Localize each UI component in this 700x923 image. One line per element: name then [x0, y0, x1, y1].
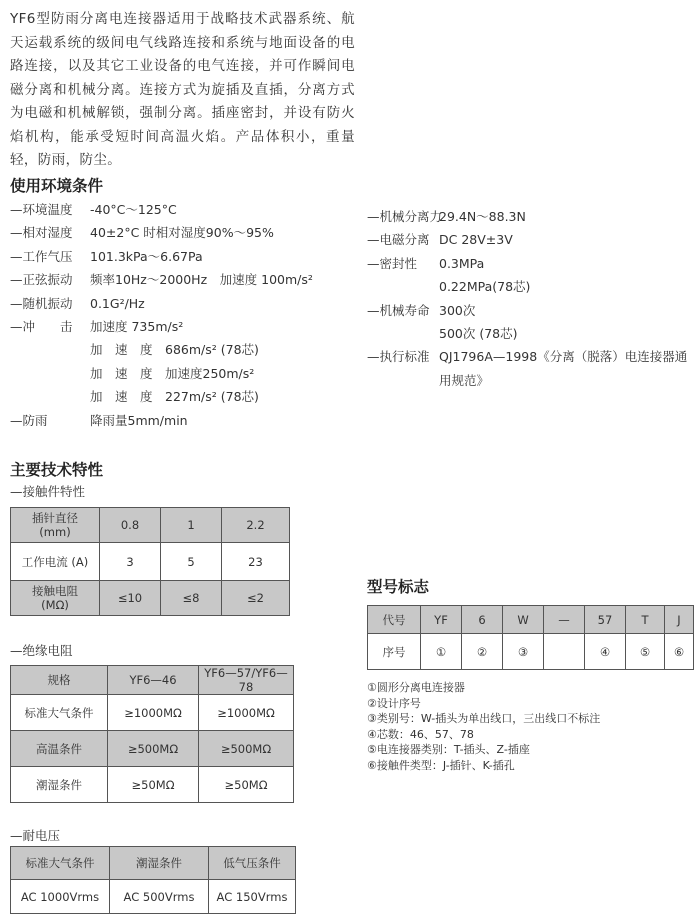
- table-cell: 3: [100, 543, 161, 581]
- table-cell: 高温条件: [11, 731, 108, 767]
- table-cell: 6: [462, 606, 503, 634]
- note-item: ④芯数：46、57、78: [367, 727, 474, 741]
- table-row: [11, 847, 296, 880]
- table-row: [11, 880, 296, 914]
- table-cell: 2.2: [222, 508, 290, 543]
- table-cell: YF: [421, 606, 462, 634]
- table-cell: 23: [222, 543, 290, 581]
- intro-paragraph: YF6型防雨分离电连接器适用于战略技术武器系统、航天运载系统的级间电气线路连接和系统与地面设备的电路连接，以及其它工业设备的电气连接，并可作瞬间电磁分离和机械分离。连接方式为旋插及直插，分离方式为电磁和机械解锁，强制分离。插座密封，并设有防火焰机构，能承受短时间高温火焰。产品体积小，重量轻，防雨，防尘。: [10, 11, 355, 168]
- note-item: ⑤电连接器类别：T-插头、Z-插座: [367, 743, 530, 757]
- table-cell: ④: [585, 634, 626, 670]
- table-cell: W: [503, 606, 544, 634]
- mech-item: —机械寿命 300次: [367, 302, 476, 318]
- contact-title: —接触件特性: [10, 484, 86, 499]
- table-row: [11, 731, 294, 767]
- table-row: [368, 634, 694, 670]
- table-cell: ≤10: [100, 581, 161, 616]
- env-item: —正弦振动 频率10Hz～2000Hz 加速度 100m/s²: [10, 272, 313, 288]
- table-cell: 潮湿条件: [110, 847, 209, 880]
- env-item: —随机振动 0.1G²/Hz: [10, 295, 145, 311]
- env-item: —工作气压 101.3kPa～6.67Pa: [10, 248, 203, 264]
- table-cell: ≥500MΩ: [199, 731, 294, 767]
- table-cell: ①: [421, 634, 462, 670]
- table-cell: 标准大气条件: [11, 695, 108, 731]
- table-cell: 代号: [368, 606, 421, 634]
- insulation-table: [10, 665, 294, 803]
- table-cell: ⑤: [626, 634, 665, 670]
- table-row: [11, 666, 294, 695]
- mech-item: 用规范》: [439, 372, 490, 388]
- table-cell: ≤8: [161, 581, 222, 616]
- table-cell: 序号: [368, 634, 421, 670]
- env-item: —防雨 降雨量5mm/min: [10, 412, 188, 428]
- table-cell: ≥1000MΩ: [199, 695, 294, 731]
- mech-list: [367, 205, 687, 392]
- model-title: 型号标志: [367, 578, 430, 596]
- table-cell: ⑥: [665, 634, 694, 670]
- env-item: 加 速 度 加速度250m/s²: [90, 365, 255, 381]
- table-cell: —: [544, 606, 585, 634]
- note-item: ③类别号：W-插头为单出线口，三出线口不标注: [367, 712, 601, 726]
- table-cell: ≥1000MΩ: [108, 695, 199, 731]
- table-cell: AC 500Vrms: [110, 880, 209, 914]
- table-cell: J: [665, 606, 694, 634]
- table-cell: ②: [462, 634, 503, 670]
- mech-item: —机械分离力29.4N～88.3N: [367, 209, 526, 224]
- table-cell: 低气压条件: [209, 847, 296, 880]
- voltage-title: —耐电压: [10, 828, 61, 843]
- table-cell: 工作电流 (A): [11, 543, 100, 581]
- note-item: ①圆形分离电连接器: [367, 681, 465, 694]
- table-cell: 0.8: [100, 508, 161, 543]
- table-cell: ≥50MΩ: [108, 767, 199, 803]
- table-cell: YF6—57/YF6—78: [199, 666, 294, 695]
- table-row: [368, 606, 694, 634]
- voltage-table: [10, 846, 296, 914]
- note-item: ②设计序号: [367, 696, 421, 710]
- table-cell: 潮湿条件: [11, 767, 108, 803]
- table-row: [11, 543, 290, 581]
- tech-title: 主要技术特性: [10, 461, 104, 479]
- note-item: ⑥接触件类型：J-插针、K-插孔: [367, 758, 515, 772]
- mech-item: —电磁分离 DC 28V±3V: [367, 232, 513, 248]
- table-cell: ③: [503, 634, 544, 670]
- table-cell: ≤2: [222, 581, 290, 616]
- table-row: [11, 508, 290, 543]
- contact-table: [10, 507, 290, 616]
- env-item: 加 速 度 227m/s² (78芯): [90, 389, 259, 405]
- mech-item: —密封性 0.3MPa: [367, 255, 485, 271]
- table-cell: AC 150Vrms: [209, 880, 296, 914]
- env-list: [10, 198, 313, 432]
- table-cell: [544, 634, 585, 670]
- table-cell: YF6—46: [108, 666, 199, 695]
- table-cell: 5: [161, 543, 222, 581]
- env-item: —环境温度 -40°C～125°C: [10, 202, 177, 217]
- model-table: [367, 605, 694, 670]
- table-cell: AC 1000Vrms: [11, 880, 110, 914]
- table-cell: 标准大气条件: [11, 847, 110, 880]
- env-title: 使用环境条件: [10, 177, 104, 195]
- mech-item: —执行标准 QJ1796A—1998《分离（脱落）电连接器通: [367, 349, 688, 365]
- table-cell: T: [626, 606, 665, 634]
- env-item: 加 速 度 686m/s² (78芯): [90, 342, 259, 358]
- table-cell: 规格: [11, 666, 108, 695]
- table-cell: 57: [585, 606, 626, 634]
- model-notes: [367, 680, 600, 774]
- mech-item: 0.22MPa(78芯): [439, 279, 531, 295]
- table-cell: ≥500MΩ: [108, 731, 199, 767]
- env-item: —相对湿度 40±2°C 时相对湿度90%～95%: [10, 225, 274, 241]
- insulation-title: —绝缘电阻: [10, 643, 73, 658]
- table-cell: 1: [161, 508, 222, 543]
- mech-item: 500次 (78芯): [439, 326, 518, 342]
- table-cell: 插针直径 (mm): [11, 508, 100, 543]
- table-row: [11, 581, 290, 616]
- table-cell: ≥50MΩ: [199, 767, 294, 803]
- env-item: —冲 击 加速度 735m/s²: [10, 319, 184, 335]
- table-row: [11, 695, 294, 731]
- table-row: [11, 767, 294, 803]
- table-cell: 接触电阻 (MΩ): [11, 581, 100, 616]
